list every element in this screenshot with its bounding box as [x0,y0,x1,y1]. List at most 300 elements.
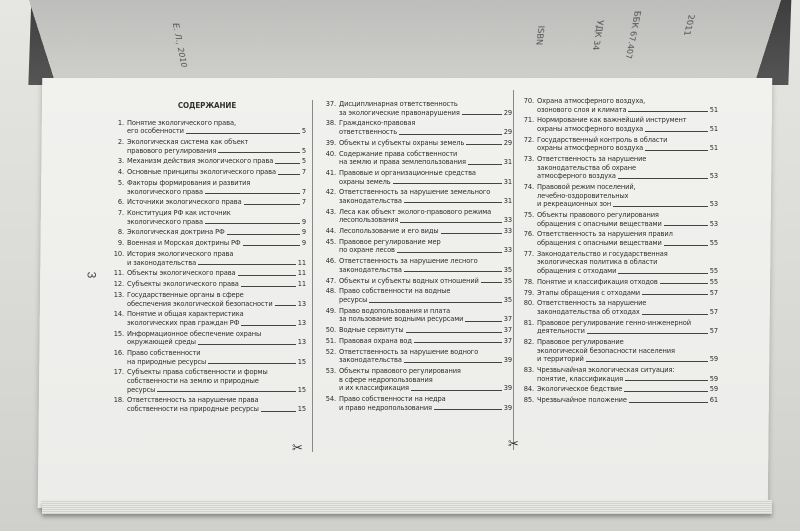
toc-entry-text: за пользование водными ресурсами [339,315,464,324]
toc-entry-number: 75. [523,210,534,220]
toc-leader-line [208,363,296,364]
toc-entry-body [537,250,718,276]
toc-entry-line [127,338,306,347]
toc-entry-line [127,349,306,358]
toc-entry-body [127,250,306,267]
toc-page-number: 39 [503,355,512,365]
toc-entry-number: 52. [325,346,336,356]
toc-entry-text: Леса как объект эколого-правового режима [339,207,492,216]
toc-leader-line [369,302,501,303]
toc-entry-number: 5. [117,177,124,187]
toc-entry-body [537,319,718,336]
toc-entry-body [339,348,512,365]
toc-entry-number: 41. [325,167,336,177]
toc-entry-number: 77. [523,248,534,258]
toc-entry-body [127,179,306,196]
toc-entry-text: лечебно-оздоровительных [537,191,629,200]
toc-entry-text: Субъекты экологического права [127,280,239,289]
toc-entry-body [537,230,718,247]
toc-entry [108,209,306,226]
toc-entry [518,278,718,287]
toc-page-number: 11 [297,257,306,267]
toc-page-number: 31 [503,157,512,167]
toc-entry-line [537,308,718,317]
toc-entry-line [339,178,512,187]
toc-entry-number: 50. [325,325,336,335]
toc-leader-line [275,163,300,164]
toc-entry-number: 38. [325,118,336,128]
toc-entry [320,150,512,167]
toc-entry-line [537,258,718,267]
toc-entry-body [127,119,306,136]
toc-entry [108,157,306,166]
toc-entry [320,169,512,186]
toc-entry-text: лесопользования [339,216,399,225]
toc-entry-text: Объекты правового регулирования [537,211,659,220]
toc-entry-line [537,164,718,173]
toc-entry-line [127,330,306,339]
toc-entry-line [537,250,718,259]
toc-leader-line [411,390,502,391]
toc-entry-line [537,116,718,125]
toc-entry-line [537,239,718,248]
toc-entry-number: 18. [113,395,124,405]
toc-entry-line [537,289,718,298]
toc-entry-number: 80. [523,298,534,308]
toc-entry-text: Водные сервитуты [339,326,404,335]
toc-entry-line [339,216,512,225]
toc-entry-line [339,315,512,324]
toc-entry-text: Правовой режим поселений, [537,183,636,192]
toc-entry-number: 73. [523,154,534,164]
toc-entry-line [339,348,512,357]
toc-entry-body [339,119,512,136]
toc-entry-text: Лесопользование и его виды [339,227,439,236]
toc-entry-number: 9. [117,238,124,248]
toc-leader-line [462,114,502,115]
toc-entry-text: Государственный контроль в области [537,135,668,144]
toc-page-number: 11 [297,279,306,289]
toc-entry [518,338,718,364]
toc-leader-line [186,133,300,134]
toc-entry-body [537,366,718,383]
toc-entry-line [127,218,306,227]
toc-leader-line [205,193,300,194]
toc-entry-text: экологических прав граждан РФ [127,318,240,327]
toc-entry-body [537,97,718,114]
toc-page-number: 7 [301,167,306,177]
toc-entry-text: Ответственность за нарушение [537,155,647,164]
toc-entry-text: законодательства об охране [537,163,636,172]
toc-entry [320,337,512,346]
toc-entry-text: Право собственности на водные [339,287,451,296]
toc-entry-text: законодательства [339,265,402,274]
toc-entry [518,319,718,336]
toc-entry-text: законодательства об отходах [537,307,640,316]
toc-entry-text: Понятие и общая характеристика [127,310,244,319]
toc-entry-line [127,319,306,328]
toc-entry-text: Экологическая доктрина РФ [127,228,225,237]
toc-page-number: 33 [503,245,512,255]
toc-entry [320,367,512,393]
toc-entry-body [127,168,306,177]
toc-entry-text: в сфере недропользования [339,375,433,384]
toc-entry [518,230,718,247]
toc-entry-line [339,384,512,393]
toc-entry-line [537,136,718,145]
toc-entry-number: 16. [113,348,124,358]
toc-entry-body [339,208,512,225]
toc-entry-line [339,376,512,385]
toc-entry-body [339,395,512,412]
toc-entry-text: охраны атмосферного воздуха [537,144,644,153]
toc-entry-number: 70. [523,96,534,105]
toc-entry-text: и их классификация [339,384,409,393]
toc-entry-number: 76. [523,229,534,239]
toc-entry-body [339,169,512,186]
toc-entry-body [127,349,306,366]
toc-entry [320,277,512,286]
toc-entry-text: Объекты экологического права [127,269,236,278]
toc-entry-text: Чрезвычайное положение [537,396,627,405]
toc-entry-line [537,230,718,239]
toc-entry-line [127,119,306,128]
toc-entry-line [127,405,306,414]
toc-page-number: 5 [301,145,306,155]
toc-entry-text: Правовое регулирование [537,338,624,347]
toc-leader-line [434,409,502,410]
toc-entry-text: Субъекты права собственности и формы [127,368,268,377]
toc-entry-text: Экологическое бедствие [537,385,623,394]
toc-entry-body [127,396,306,413]
toc-entry [320,139,512,148]
toc-leader-line [441,233,502,234]
toc-entry [320,238,512,255]
toc-entry-line [339,257,512,266]
toc-entry-text: охраны земель [339,177,391,186]
page-number: 3 [84,271,99,279]
toc-entry-body [537,116,718,133]
toc-page-number: 9 [301,227,306,237]
toc-entry-number: 15. [113,328,124,338]
toc-entry-line [127,300,306,309]
toc-entry-text: Ответственность за нарушение лесного [339,257,478,266]
toc-entry-text: обращения с отходами [537,267,617,275]
toc-entry-number: 47. [325,275,336,285]
toc-page-number: 55 [709,238,718,248]
toc-entry-line [127,291,306,300]
toc-leader-line [664,225,708,226]
toc-entry [108,269,306,278]
toc-page-number: 57 [709,306,718,316]
toc-entry-body [537,289,718,298]
toc-entry-text: Охрана атмосферного воздуха, [537,97,646,105]
toc-entry-text: История экологического права [127,250,234,258]
toc-entry-text: Право водопользования и плата [339,306,451,315]
toc-entry [108,168,306,177]
toc-entry [108,396,306,413]
toc-leader-line [406,332,502,333]
toc-entry-line [537,106,718,115]
toc-leader-line [624,391,707,392]
toc-entry-line [537,144,718,153]
toc-entry-line [127,368,306,377]
toc-entry-text: атмосферного воздуха [537,172,616,181]
toc-entry-text: Этапы обращения с отходами [537,288,641,297]
toc-entry-body [339,367,512,393]
toc-leader-line [587,333,708,334]
toc-entry-text: Информационное обеспечение охраны [127,329,262,338]
toc-page-number: 13 [297,337,306,347]
toc-entry [108,119,306,136]
toc-entry-line [127,259,306,268]
toc-entry-line [537,327,718,336]
toc-entry-line [127,228,306,237]
toc-leader-line [205,223,300,224]
toc-entry-body [537,396,718,405]
toc-entry-line [127,157,306,166]
toc-entry-line [537,97,718,106]
toc-entry-text: законодательства [339,196,402,205]
toc-entry-line [537,172,718,181]
toc-entry-number: 12. [113,279,124,289]
toc-entry-line [339,150,512,159]
toc-entry-line [339,367,512,376]
toc-page-number: 51 [709,143,718,153]
toc-entry-number: 44. [325,226,336,236]
toc-entry-number: 48. [325,286,336,296]
toc-entry-text: Основные принципы экологического права [127,168,276,177]
toc-entry-text: экологическая политика в области [537,258,658,267]
toc-entry-number: 17. [113,367,124,377]
toc-leader-line [227,234,300,235]
toc-entry-text: Объекты и субъекты водных отношений [339,276,479,285]
toc-entry-number: 10. [113,249,124,258]
toc-entry-text: и территорий [537,355,584,364]
toc-entry [518,289,718,298]
toc-entry-line [339,158,512,167]
toc-page-number: 57 [709,287,718,297]
toc-page-number: 39 [503,383,512,393]
prev-page-text-3: ISBN [534,25,546,46]
toc-entry-text: Объекты правового регулирования [339,367,461,376]
toc-entry-text: Факторы формирования и развития [127,178,251,187]
toc-entry-body [339,287,512,304]
toc-entry-number: 6. [117,197,124,207]
toc-entry-line [537,396,718,405]
toc-entry-body [339,326,512,335]
toc-entry-number: 1. [117,117,124,127]
toc-entry [108,310,306,327]
toc-entry-line [127,127,306,136]
toc-page-number: 15 [297,404,306,413]
toc-leader-line [465,321,501,322]
toc-entry-number: 45. [325,236,336,246]
toc-entry-body [537,183,718,209]
toc-entry-text: Ответственность за нарушение водного [339,347,479,356]
toc-entry [518,299,718,316]
toc-entry-body [127,310,306,327]
toc-entry-text: экологического права [127,187,203,196]
toc-entry-line [537,192,718,201]
toc-page-number: 61 [709,395,718,405]
toc-leader-line [241,325,295,326]
toc-entry [320,100,512,117]
toc-entry-line [127,280,306,289]
toc-entry-line [339,238,512,247]
toc-entry-text: экологической безопасности населения [537,346,675,355]
toc-entry-number: 51. [325,335,336,345]
toc-leader-line [157,391,295,392]
toc-entry-number: 84. [523,384,534,394]
toc-entry-text: за экологические правонарушения [339,108,460,117]
toc-entry-body [339,307,512,324]
toc-entry [320,395,512,412]
toc-page-number: 59 [709,373,718,383]
toc-entry-number: 11. [113,268,124,278]
toc-entry [320,326,512,335]
toc-entry [108,349,306,366]
toc-page-number: 13 [297,298,306,308]
toc-entry-body [127,291,306,308]
toc-entry-number: 82. [523,337,534,347]
toc-page-number: 51 [709,104,718,114]
toc-entry [108,291,306,308]
toc-leader-line [481,282,502,283]
toc-entry-text: Военная и Морская доктрины РФ [127,239,241,248]
toc-entry-line [339,246,512,255]
toc-entry-text: Содержание права собственности [339,149,458,158]
toc-entry-number: 49. [325,305,336,315]
toc-entry-text: обращения с опасными веществами [537,239,662,248]
toc-entry-line [537,355,718,364]
toc-page-number: 11 [297,268,306,278]
toc-page-number: 15 [297,356,306,366]
toc-leader-line [414,342,502,343]
toc-entry-line [339,404,512,413]
toc-entry [320,348,512,365]
scissors-icon: ✂ [292,440,303,455]
toc-entry-line [537,211,718,220]
toc-leader-line [642,294,708,295]
toc-entry-text: Конституция РФ как источник [127,209,231,218]
toc-leader-line [393,183,502,184]
toc-entry-line [127,168,306,177]
page-stack-edge [42,500,772,514]
toc-entry-line [537,220,718,229]
toc-entry-line [339,307,512,316]
toc-entry-number: 74. [523,182,534,192]
toc-entry [518,211,718,228]
toc-page-number: 57 [709,326,718,336]
toc-entry-line [537,319,718,328]
toc-entry [518,250,718,276]
toc-entry [108,250,306,267]
toc-leader-line [613,206,708,207]
toc-entry [320,227,512,236]
toc-entry [108,179,306,196]
toc-page-number: 7 [301,197,306,207]
toc-entry-text: Понятие экологического права, [127,118,236,127]
toc-page-number: 9 [301,238,306,248]
toc-entry-text: Нормирование как важнейший инструмент [537,116,687,125]
toc-page-number: 51 [709,123,718,133]
toc-entry-line [537,385,718,394]
toc-entry-number: 85. [523,395,534,405]
toc-entry-line [339,109,512,118]
toc-entry-line [339,227,512,236]
toc-entry-number: 53. [325,366,336,376]
toc-entry-text: деятельности [537,327,585,336]
toc-page-number: 5 [301,126,306,136]
toc-page-number: 29 [503,126,512,136]
toc-entry-text: Ответственность за нарушения правил [537,230,673,239]
toc-leader-line [244,204,300,205]
toc-entry-line [537,366,718,375]
toc-entry-text: собственности на землю и природные [127,377,259,386]
previous-page [29,0,782,82]
toc-entry [320,188,512,205]
toc-entry [320,257,512,274]
toc-entry [518,366,718,383]
toc-entry-line [537,347,718,356]
toc-entry-body [127,269,306,278]
toc-entry-text: окружающей среды [127,338,196,347]
toc-entry-body [127,239,306,248]
toc-entry-body [127,228,306,237]
prev-page-text-2: ББК 67.407 [623,10,643,60]
toc-entry-text: ответственность [339,127,398,136]
toc-leader-line [660,283,708,284]
toc-entry-text: Государственные органы в сфере [127,290,244,299]
toc-entry-text: Механизм действия экологического права [127,157,274,166]
toc-entry-text: экологического права [127,217,203,226]
toc-leader-line [397,252,502,253]
toc-leader-line [399,134,502,135]
toc-page-number: 29 [503,137,512,147]
toc-entry-line [339,188,512,197]
toc-entry-body [339,188,512,205]
toc-entry-line [339,119,512,128]
toc-entry-line [127,138,306,147]
toc-leader-line [198,344,296,345]
toc-leader-line [618,178,708,179]
toc-entry [108,198,306,207]
toc-entry-body [339,277,512,286]
toc-entry-line [127,250,306,259]
toc-leader-line [198,264,296,265]
toc-page-number: 37 [503,325,512,335]
toc-entry-text: Правовое регулирование мер [339,237,441,246]
scissors-icon: ✂ [508,436,519,451]
toc-entry-body [127,280,306,289]
toc-entry [108,280,306,289]
toc-page-number: 39 [503,402,512,412]
toc-entry-line [127,358,306,367]
toc-entry-body [537,338,718,364]
toc-page-number: 33 [503,226,512,236]
toc-entry-text: Правовая охрана вод [339,336,412,345]
toc-entry-text: правового регулирования [127,146,217,155]
toc-entry-text: и рекреационных зон [537,200,612,209]
toc-entry-number: 7. [117,208,124,218]
toc-leader-line [618,273,707,274]
toc-entry-text: Право собственности [127,349,201,358]
toc-page-number: 53 [709,218,718,228]
toc-title: СОДЕРЖАНИЕ [177,101,237,110]
toc-entry-text: обращения с опасными веществами [537,219,662,228]
toc-entry-text: понятие, классификация [537,374,623,383]
